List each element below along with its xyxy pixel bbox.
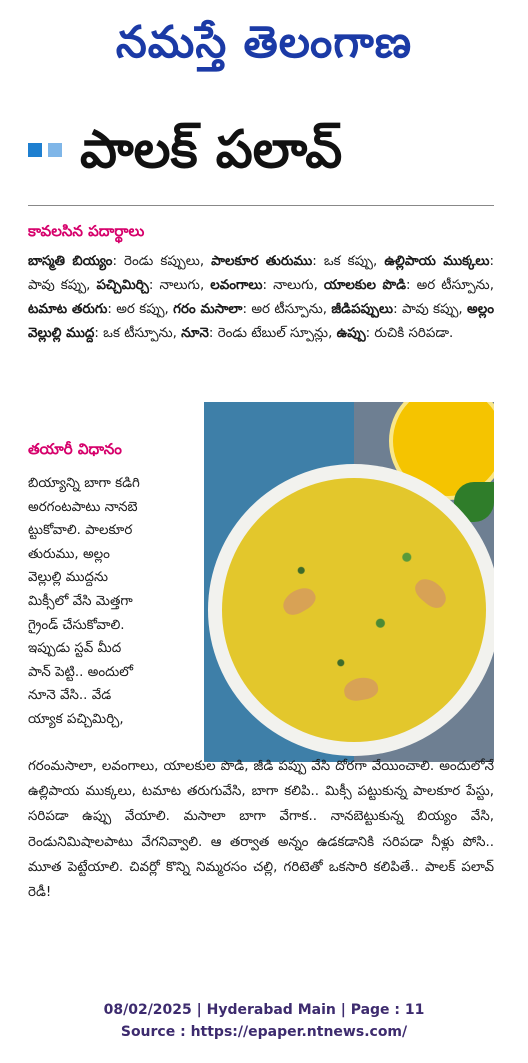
method-line: నూనె వేసి.. వేడ	[28, 688, 112, 704]
method-line: తురుము, అల్లం	[28, 546, 110, 562]
ingredient-name: పచ్చిమిర్చి	[96, 278, 149, 293]
accent-square-icon	[28, 143, 42, 157]
ingredient-name: ఉల్లిపాయ ముక్కలు	[384, 254, 490, 269]
ingredient-qty: రుచికి సరిపడా.	[374, 326, 454, 341]
ingredient-qty: పావు కప్పు	[28, 278, 87, 293]
ingredient-name: అల్లం వెల్లుల్లి ముద్ద	[28, 302, 494, 341]
method-line: బియ్యాన్ని బాగా కడిగి	[28, 476, 140, 491]
palak-pulao-photo	[204, 402, 494, 762]
ingredient-qty: రెండు టేబుల్ స్పూన్లు	[217, 326, 329, 341]
method-line: వెల్లుల్లి ముద్దను	[28, 570, 109, 586]
footer-date-edition: 08/02/2025 | Hyderabad Main | Page : 11	[103, 1002, 425, 1018]
ingredient-name: లవంగాలు	[210, 278, 263, 293]
method-text: గరంమసాలా, లవంగాలు, యాలకుల పొడి, జీడి పప్పు వేసి దోరగా వేయించాలి. అందులోనే ఉల్లిపాయ ముక్కలు, టమాట తరుగువేసి, బాగా కలిపి.. మిక్సీ పట్టుకున్న పాలకూర పేస్టు, సరిపడా ఉప్పు వేయాలి. మసాలా బాగా వేగాక.. నానబెట్టుకున్న బియ్యం వేసి, రెండునిమిషాలపాటు వేగనివ్వాలి. ఆ తర్వాత అన్నం ఉడకడానికి సరిపడా నీళ్లు పోసి.. మూత పెట్టేయాలి. చివర్లో కొన్ని నిమ్మరసం చల్లి, గరిటెతో ఒకసారి కలిపితే.. పాలక్ పలావ్ రెడీ!	[28, 759, 494, 901]
ingredient-qty: అర కప్పు	[116, 302, 165, 317]
method-line: ఇప్పుడు స్టవ్ మీద	[28, 641, 122, 657]
divider	[28, 205, 494, 206]
ingredient-qty: అర టీస్పూను	[416, 278, 490, 293]
masthead: నమస్తే తెలంగాణ	[115, 17, 413, 68]
ingredient-name: గరం మసాలా	[173, 302, 243, 317]
ingredient-name: ఉప్పు	[336, 326, 366, 341]
ingredient-qty: ఒక టీస్పూను	[103, 326, 173, 341]
ingredient-qty: నాలుగు	[273, 278, 314, 293]
ingredient-name: నూనె	[181, 326, 209, 341]
ingredient-name: టమాట తరుగు	[28, 302, 108, 317]
ingredients-list: బాస్మతి బియ్యం: రెండు కప్పులు, పాలకూర తురుము: ఒక కప్పు, ఉల్లిపాయ ముక్కలు: పావు కప్పు, పచ్చిమిర్చి: నాలుగు, లవంగాలు: నాలుగు, యాలకుల పొడి: అర టీస్పూను, టమాట తరుగు: అర కప్పు, గరం మసాలా: అర టీస్పూను, జీడిపప్పులు: పావు కప్పు, అల్లం వెల్లుల్లి ముద్ద: ఒక టీస్పూను, నూనె: రెండు టేబుల్ స్పూన్లు, ఉప్పు: రుచికి సరిపడా.	[28, 254, 495, 341]
method-line: ట్టుకోవాలి. పాలకూర	[28, 523, 133, 539]
ingredient-qty: రెండు కప్పులు	[124, 254, 200, 269]
ingredient-qty: ఒక కప్పు	[323, 254, 373, 269]
method-title: తయారీ విధానం	[28, 440, 122, 458]
method-line: య్యాక పచ్చిమిర్చి,	[28, 711, 124, 727]
footer-source: Source : https://epaper.ntnews.com/	[120, 1024, 408, 1040]
ingredient-qty: నాలుగు	[159, 278, 200, 293]
accent-square-icon	[48, 143, 62, 157]
headline-row	[28, 110, 498, 190]
ingredient-name: బాస్మతి బియ్యం	[28, 254, 113, 269]
method-line: మిక్సీలో వేసి మెత్తగా	[28, 593, 133, 609]
ingredient-name: జీడిపప్పులు	[331, 302, 394, 317]
method-line: పాన్ పెట్టి.. అందులో	[28, 664, 133, 680]
rice-dish	[222, 478, 486, 742]
ingredient-qty: అర టీస్పూను	[251, 302, 323, 317]
method-line: గ్రైండ్ చేసుకోవాలి.	[28, 617, 125, 633]
ingredient-qty: పావు కప్పు	[401, 302, 459, 317]
ingredient-name: పాలకూర తురుము	[211, 254, 313, 269]
ingredients-title: కావలసిన పదార్థాలు	[28, 222, 145, 240]
headline: పాలక్ పలావ్	[80, 120, 343, 180]
ingredient-name: యాలకుల పొడి	[323, 278, 406, 293]
method-narrow-column	[28, 472, 198, 732]
method-line: అరగంటపాటు నానబె	[28, 499, 138, 515]
